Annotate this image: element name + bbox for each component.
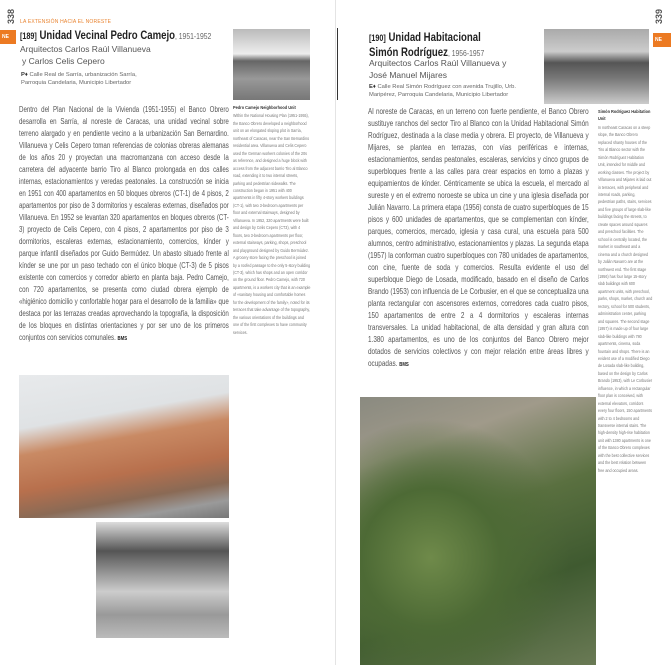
page-number-right: 339 bbox=[654, 8, 664, 24]
entry-number: [189] bbox=[20, 31, 37, 41]
summary-text: Within the National Housing Plan (1951-1955), the Banco Obrero developed a neighborhood unit on an elongated sloping plot in Sarria, northeast of Caracas, near the San Bernardino residential area. Villanueva and Celis Cepero used the German workers colonies of the 20s as reference, and designed a huge block with access from the adjacent barrio Tiro al Blanco road, extending it to two internal streets, parking and pedestrian sidewalks. The construction began in 1951 with 400 apartments in fifty 4-story workers buildings (CT-1), with two 3-bedroom apartments per floor and external stairways, designed by Villanueva. In 1952, 320 apartments were built and design by Celis Cepero (CT3), with 4 floors, two 3-bedroom apartments per floor, external stairways, parking, shops, preschool and playground designed by Guido Bermúdez. A grocery store facing the preschool is joined by a roofed passage to the only 5-story building (CT-3), which has shops and an open corridor on the ground floor. Pedro Camejo, with 720 apartments, is a workers city that is an example of «sanitary housing and comfortable homes for the development of the family», noted for its terraces that take advantage of the topography, the various orientations of the buildings and one of the first complexes to have community services. bbox=[233, 113, 311, 335]
address-text: Calle Real Simón Rodríguez con avenida Trujillo, Urb. Maripérez, Parroquia Candelaria, Municipio Libertador bbox=[369, 84, 517, 98]
body-text-left bbox=[19, 104, 229, 345]
architects-line: José Manuel Mijares bbox=[369, 70, 447, 80]
summary-title: Pedro Camejo Neighborhood Unit bbox=[233, 106, 296, 111]
photo-pedro-camejo-bw bbox=[233, 29, 310, 100]
entry-title: Unidad Habitacional bbox=[388, 30, 481, 44]
summary-title: Simón Rodríguez Habitation Unit bbox=[598, 110, 651, 123]
region-tab-right: NE bbox=[653, 33, 671, 47]
body-paragraph: Al noreste de Caracas, en un terreno con fuerte pendiente, el Banco Obrero sustituye ranchos del sector Tiro al Blanco con la Unidad Habitacional Simón Rodríguez, destinada a la clase media y obrera. El proyecto, de Villanueva y Mijares, se plantea en terrazas, con vías periféricas e internas, estacionamientos, sendas peatonales, escaleras, servicios y cinco grupos de superbloques frente a las calles para crear espacios en torno a plazas y equipamientos de kínder. Céntricamente se ubica la escuela, el mercado al sureste y en el extremo noroeste se ubica un cine y una iglesia diseñada por Julián Navarro. La primera etapa (1956) consta de cuatro superbloques de 15 pisos y 600 unidades de apartamentos, que se complementan con kínder, parques, comercios, mercado, iglesia y casa cural, una escuela para 500 alumnos, centro administrativo, estacionamientos y plazas. La segunda etapa (1957) la conforman cuatro superbloques con 780 unidades de apartamentos, con cine, fuente de soda y comercios. Resulta evidente el uso del superbloque Diego de Losada, modificado, basado en el diseño de Carlos Brando (1953) con influencia de Le Corbusier, en el que se conceptualiza una planta rectangular con ascensores externos, corredores cada cuatro pisos, 150 apartamentos de entre 2 a 4 dormitorios y escaleras internas transversales. La unidad habitacional, de alta densidad y gran altura con 1.380 apartamentos, es uno de los conjuntos del Banco Obrero mejor dotados de servicios colectivos y con mejor relación entre áreas libres y ocupadas. bbox=[368, 107, 589, 368]
summary-text: In northeast Caracas on a steep slope, the Banco Obrero replaced shanty houses of the Tiro al Blanco sector with the Simón Rodríguez Habitation Unit, intended for middle and working classes. The project by Villanueva and Mijares is laid out in terraces, with peripheral and internal roads, parking, pedestrian paths, stairs, services and five groups of large slab-like buildings facing the streets, to create spaces around squares and preschool facilities. The school is centrally located, the market in southeast and a cinema and a church designed by Julián Navarro are at the northwest end. The first stage (1956) has four large 15-story slab buildings with 600 apartment units, with preschool, parks, shops, market, church and rectory, school for 500 students, administration center, parking and squares. The second stage (1957) is made up of four large slab-like buildings with 780 apartments, cinema, soda fountain and shops. There is an evident use of a modified Diego de Losada slab-like building, based on the design by Carlos Brando (1953), with Le Corbusier influence, in which a rectangular floor plan is conceived, with external elevators, corridors every four floors, 150 apartments with 2 to 4 bedrooms and transverse internal stairs. The high-density high-rise habitation unit with 1380 apartments is one of the Banco Obrero complexes with the best collective services and the best relation between free and occupied areas. bbox=[598, 124, 653, 473]
page-number-left: 338 bbox=[6, 8, 16, 24]
entry-years: , 1951-1952 bbox=[175, 31, 212, 41]
body-text-right bbox=[368, 106, 589, 371]
architects-line: Arquitectos Carlos Raúl Villanueva y bbox=[369, 58, 507, 68]
architects-right bbox=[369, 57, 506, 81]
entry-title-right bbox=[369, 30, 484, 60]
entry-number: [190] bbox=[369, 33, 386, 43]
entry-title-left bbox=[20, 28, 211, 43]
architects-line: Arquitectos Carlos Raúl Villanueva bbox=[20, 44, 151, 54]
body-paragraph: Dentro del Plan Nacional de la Vivienda (1951-1955) el Banco Obrero desarrolla en Sarría, al noreste de Caracas, una unidad vecinal sobre terreno alargado y en pendiente vecino a la urbanización San Bernardino. Villanueva y Celis Cepero toman referencias de colonias obreras alemanas de los años 20 y proyectan una macromanzana con acceso desde la carretera del adyacente barrio Tiro al Blanco prolongada en dos calles internas, estacionamientos y veredas peatonales. La construcción se inicia en 1951 con 400 apartamentos en 50 bloques obreros (CT-1) de 4 pisos, 2 apartamentos por piso de 3 dormitorios y escaleras externas, diseñados por Villanueva. En 1952 se levantan 320 apartamentos en bloques obreros (CT-3) proyecto de Celis Cepero, con 4 pisos, 2 apartamentos por piso de 3 dormitorios, escaleras externas, estacionamiento, comercios, kínder y parque infantil diseñados por Guido Bermúdez. Un abasto situado frente al kínder se une por un paso techado con el único bloque (CT-3) de 5 pisos existente con comercios y corredor abierto en planta baja. Pedro Camejo, con 720 apartamentos, se presenta como ciudad obrera ejemplo de «higiénico domicilio y confortable hogar para el desarrollo de la familia» que destaca por las terrazas creadas aprovechando la topografía, la disposición de los bloques en distintas orientaciones y por ser uno de los primeros conjuntos con servicios comunales. bbox=[19, 105, 229, 342]
photo-simon-rodriguez-bw bbox=[544, 29, 649, 104]
photo-pedro-camejo-color bbox=[19, 375, 229, 518]
aerial-photo-simon-rodriguez bbox=[360, 397, 596, 665]
entry-title: Simón Rodríguez bbox=[369, 45, 448, 59]
region-tab-left: NE bbox=[0, 30, 16, 44]
english-summary-left bbox=[233, 105, 311, 336]
location-icon: E♦ bbox=[369, 84, 376, 90]
author-initials: BMS bbox=[117, 336, 128, 342]
address-right bbox=[369, 83, 539, 99]
photo-pedro-camejo-historic bbox=[96, 522, 229, 638]
entry-title: Unidad Vecinal Pedro Camejo bbox=[39, 28, 175, 42]
english-summary-right bbox=[598, 109, 652, 474]
divider-line bbox=[337, 28, 338, 100]
author-initials: BMS bbox=[399, 362, 409, 368]
architects-left bbox=[20, 43, 151, 67]
page-gutter bbox=[335, 0, 336, 665]
address-left bbox=[21, 71, 161, 87]
section-heading: LA EXTENSIÓN HACIA EL NORESTE bbox=[20, 19, 112, 25]
architects-line: y Carlos Celis Cepero bbox=[22, 56, 105, 66]
entry-years: , 1956-1957 bbox=[447, 48, 485, 58]
location-icon: P♦ bbox=[21, 72, 28, 78]
address-text: Calle Real de Sarría, urbanización Sarría, Parroquia Candelaria, Municipio Libertador bbox=[21, 72, 137, 86]
